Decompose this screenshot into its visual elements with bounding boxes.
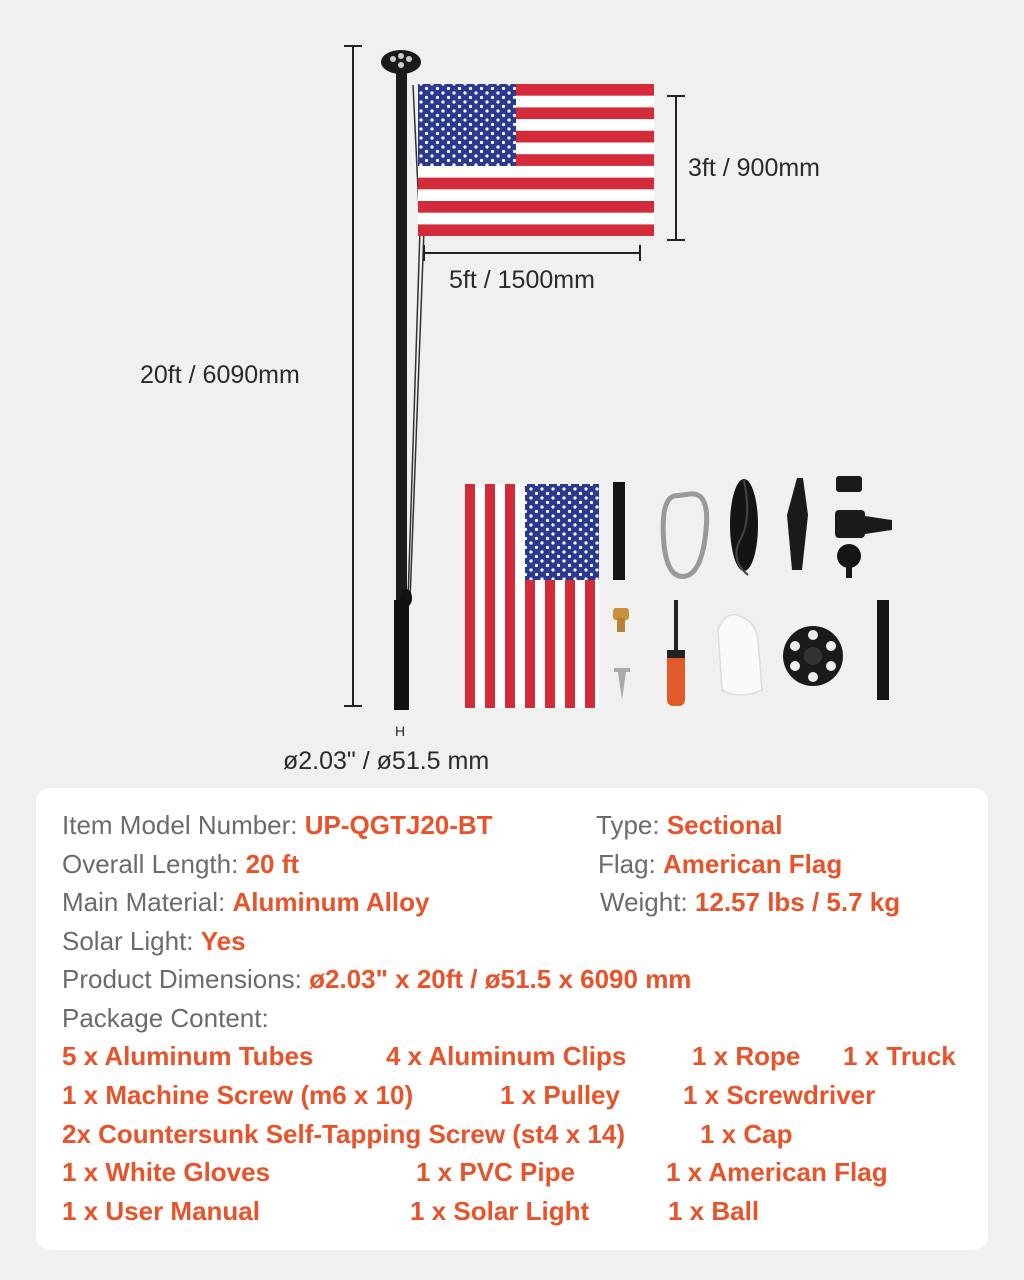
diameter-marker: H bbox=[395, 723, 406, 739]
truck-icon bbox=[835, 476, 892, 538]
package-item: 1 x Screwdriver bbox=[683, 1080, 876, 1110]
screw-icon bbox=[613, 608, 629, 632]
package-item: 1 x Ball bbox=[668, 1196, 760, 1226]
spec-material bbox=[62, 887, 429, 918]
flag-width-label: 5ft / 1500mm bbox=[449, 266, 595, 294]
pipe-icon bbox=[613, 482, 625, 580]
spec-model bbox=[62, 810, 493, 841]
gloves-icon bbox=[718, 615, 762, 695]
spec-weight-value: 12.57 lbs / 5.7 kg bbox=[694, 887, 901, 917]
specifications-panel bbox=[36, 788, 988, 1250]
american-flag-icon bbox=[418, 84, 654, 236]
spec-material-value: Aluminum Alloy bbox=[232, 887, 430, 917]
package-item: 1 x Machine Screw (m6 x 10) bbox=[62, 1080, 414, 1110]
solar-light-icon bbox=[783, 626, 843, 686]
height-dimension-line bbox=[344, 46, 362, 706]
package-item: 1 x Truck bbox=[843, 1041, 956, 1071]
spec-dimensions bbox=[62, 964, 691, 995]
spec-dimensions-label: Product Dimensions: bbox=[62, 964, 310, 994]
package-item: 1 x White Gloves bbox=[62, 1157, 271, 1187]
spec-length bbox=[62, 849, 299, 880]
screwdriver-icon bbox=[667, 600, 685, 706]
flagpole-icon bbox=[381, 50, 424, 710]
self-tapping-screw-icon bbox=[614, 668, 630, 700]
package-item: 2x Countersunk Self-Tapping Screw (st4 x 14) bbox=[62, 1119, 625, 1149]
package-item: 4 x Aluminum Clips bbox=[386, 1041, 627, 1071]
spec-solar-value: Yes bbox=[200, 926, 246, 956]
package-item: 1 x Solar Light bbox=[410, 1196, 590, 1226]
ball-icon bbox=[837, 544, 861, 578]
package-item: 1 x PVC Pipe bbox=[416, 1157, 575, 1187]
cleat-icon bbox=[787, 478, 808, 570]
spec-type bbox=[596, 810, 782, 841]
flag-height-label: 3ft / 900mm bbox=[688, 154, 820, 182]
package-content-label: Package Content: bbox=[62, 1003, 269, 1033]
package-item: 5 x Aluminum Tubes bbox=[62, 1041, 314, 1071]
spec-material-label: Main Material: bbox=[62, 887, 233, 917]
spec-model-value: UP-QGTJ20-BT bbox=[304, 810, 493, 840]
flag-width-dimension bbox=[424, 245, 640, 261]
spec-solar-label: Solar Light: bbox=[62, 926, 201, 956]
package-item: 1 x Pulley bbox=[500, 1080, 620, 1110]
pole-height-label: 20ft / 6090mm bbox=[140, 361, 300, 389]
spec-solar bbox=[62, 926, 246, 957]
spec-type-label: Type: bbox=[596, 810, 667, 840]
spec-flag-label: Flag: bbox=[598, 849, 664, 879]
package-item: 1 x Rope bbox=[692, 1041, 801, 1071]
spec-flag-value: American Flag bbox=[663, 849, 843, 879]
pole-diameter-label: ø2.03" / ø51.5 mm bbox=[283, 747, 490, 775]
spec-dimensions-value: ø2.03" x 20ft / ø51.5 x 6090 mm bbox=[309, 964, 692, 994]
spec-length-label: Overall Length: bbox=[62, 849, 246, 879]
carabiner-icon bbox=[663, 494, 707, 577]
flag-height-dimension bbox=[667, 96, 685, 240]
spec-weight-label: Weight: bbox=[600, 887, 695, 917]
package-item: 1 x Cap bbox=[700, 1119, 793, 1149]
rope-icon bbox=[730, 479, 758, 575]
spec-weight bbox=[600, 887, 900, 918]
spec-model-label: Item Model Number: bbox=[62, 810, 305, 840]
package-item: 1 x American Flag bbox=[666, 1157, 888, 1187]
package-flag-icon bbox=[465, 484, 599, 708]
package-item: 1 x User Manual bbox=[62, 1196, 260, 1226]
spec-flag bbox=[598, 849, 842, 880]
spec-length-value: 20 ft bbox=[245, 849, 300, 879]
tube-icon bbox=[877, 600, 889, 700]
spec-type-value: Sectional bbox=[666, 810, 783, 840]
